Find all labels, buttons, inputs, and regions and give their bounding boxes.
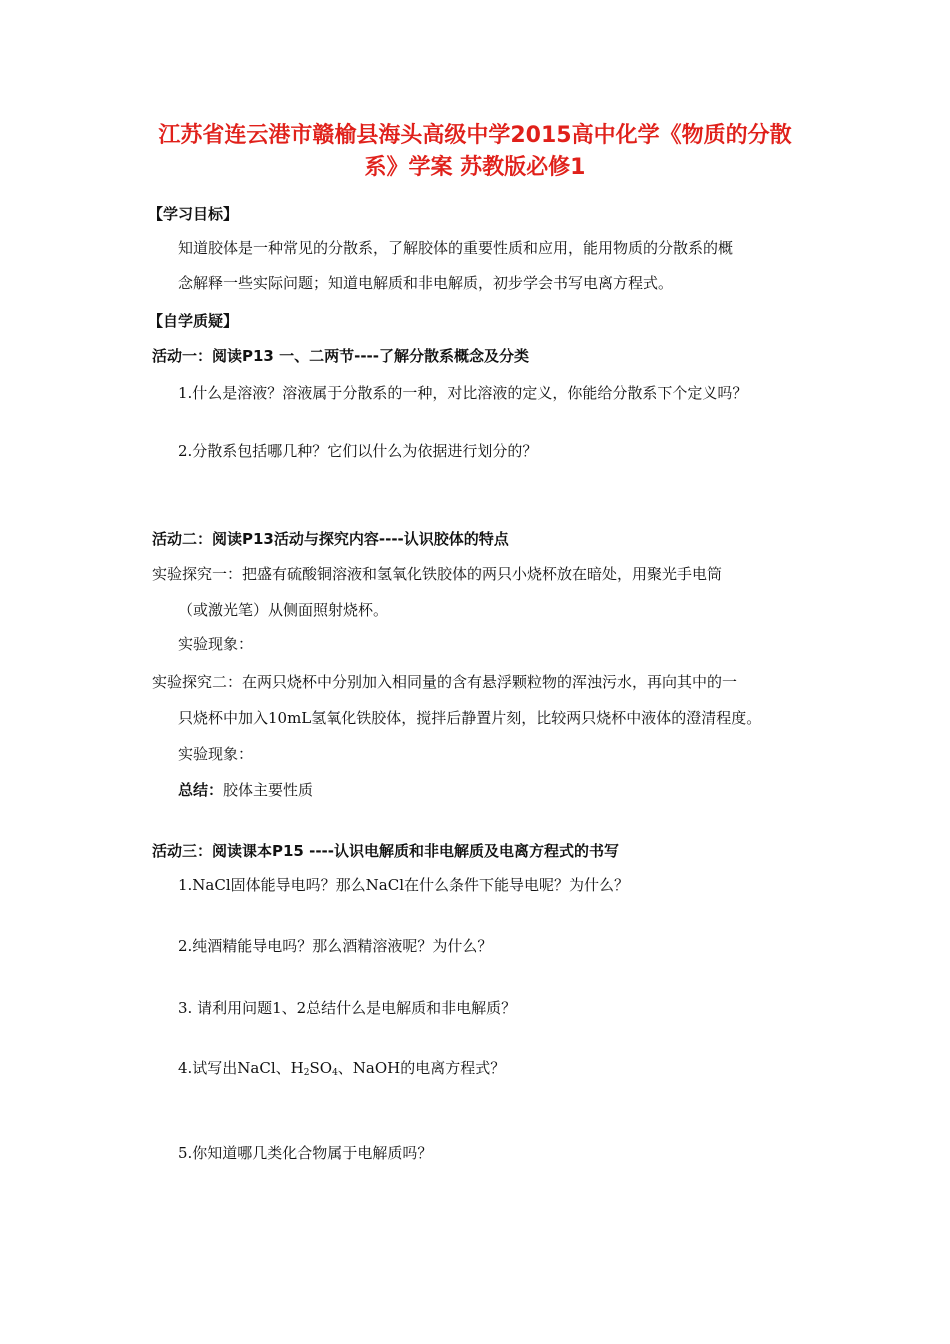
q4-suffix: 、NaOH的电离方程式？ — [337, 1059, 506, 1077]
activity-3-question-2: 2.纯酒精能导电吗？那么酒精溶液呢？为什么？ — [178, 937, 493, 955]
q4-middle: SO — [309, 1059, 333, 1077]
activity-3-question-1: 1.NaCl固体能导电吗？那么NaCl在什么条件下能导电呢？为什么？ — [178, 876, 629, 894]
activity-1-question-1: 1.什么是溶液？溶液属于分散系的一种，对比溶液的定义，你能给分散系下个定义吗？ — [178, 384, 748, 402]
phenomenon-2-label: 实验现象： — [178, 745, 254, 763]
experiment-1-line-2: （或激光笔）从侧面照射烧杯。 — [178, 601, 389, 619]
q4-subscript-2: 4 — [332, 1068, 338, 1078]
activity-3-question-4 — [178, 1057, 505, 1084]
activity-3-heading: 活动三：阅读课本P15 ----认识电解质和非电解质及电离方程式的书写 — [152, 842, 619, 860]
section-heading-self-study: 【自学质疑】 — [148, 312, 239, 330]
objective-line-2: 念解释一些实际问题；知道电解质和非电解质，初步学会书写电离方程式。 — [178, 274, 674, 292]
objective-line-1: 知道胶体是一种常见的分散系，了解胶体的重要性质和应用，能用物质的分散系的概 — [178, 239, 734, 257]
q4-subscript-1: 2 — [303, 1068, 310, 1078]
title-line-2: 系》学案 苏教版必修1 — [364, 155, 586, 180]
phenomenon-1-label: 实验现象： — [178, 635, 254, 653]
activity-2-heading: 活动二：阅读P13活动与探究内容----认识胶体的特点 — [152, 530, 509, 548]
title-line-1: 江苏省连云港市赣榆县海头高级中学2015高中化学《物质的分散 — [158, 123, 792, 148]
activity-3-question-3: 3. 请利用问题1、2总结什么是电解质和非电解质？ — [178, 999, 517, 1017]
summary-line — [178, 779, 313, 801]
activity-1-question-2: 2.分散系包括哪几种？它们以什么为依据进行划分的？ — [178, 442, 538, 460]
activity-1-heading: 活动一：阅读P13 一、二两节----了解分散系概念及分类 — [152, 347, 529, 365]
document-title — [150, 120, 800, 184]
activity-3-question-5: 5.你知道哪几类化合物属于电解质吗？ — [178, 1144, 433, 1162]
experiment-1-line-1: 实验探究一：把盛有硫酸铜溶液和氢氧化铁胶体的两只小烧杯放在暗处，用聚光手电筒 — [152, 565, 723, 583]
experiment-2-line-1: 实验探究二：在两只烧杯中分别加入相同量的含有悬浮颗粒物的浑浊污水，再向其中的一 — [152, 673, 738, 691]
experiment-2-line-2: 只烧杯中加入10mL氢氧化铁胶体，搅拌后静置片刻，比较两只烧杯中液体的澄清程度。 — [178, 709, 762, 727]
summary-text: 胶体主要性质 — [223, 781, 314, 799]
q4-prefix: 4.试写出NaCl、H — [178, 1059, 304, 1077]
section-heading-objectives: 【学习目标】 — [148, 205, 239, 223]
summary-label: 总结： — [178, 781, 224, 799]
